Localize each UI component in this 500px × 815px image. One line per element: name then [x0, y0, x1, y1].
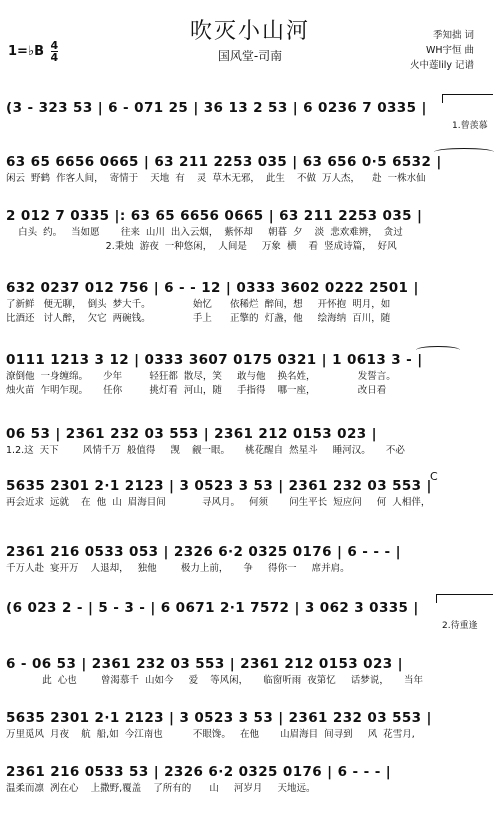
- lyrics-line-1: [6, 118, 496, 132]
- composer-credit: WH宇恒 曲: [425, 45, 474, 56]
- staff-system-5: [6, 350, 496, 398]
- tie-arc: [434, 148, 494, 156]
- lyrics-line-1: 温柔而凛 冽在心 上撒野,覆盖 了所有的 山 河岁月 天地远。: [6, 783, 316, 794]
- lyrics-line-1: 潦倒他 一身缠绵。 少年 轻狂都 散尽，笑 敢与他 换名姓， 发誓言。: [6, 371, 396, 382]
- staff-system-11: [6, 708, 496, 742]
- tie-arc: [416, 346, 460, 354]
- notes-line: (6 023 2 - | 5 - 3 - | 6 0671 2·1 7572 | 3 062 3 0335 |: [6, 600, 419, 616]
- notes-line: 2 012 7 0335 |: 63 65 6656 0665 | 63 211 2253 035 |: [6, 208, 423, 224]
- lyrics-line-1: 万里觅风 月夜 航 船,如 今江南也 不眼馋。 在他 山眉海目 间寻到 风 花雪月,: [6, 729, 415, 740]
- notes-line: 2361 216 0533 053 | 2326 6·2 0325 0176 | 6 - - - |: [6, 544, 401, 560]
- lyricist-credit: 季知拙 词: [432, 30, 474, 41]
- lyrics-line-2: 烛火苗 乍明乍现。 任你 挑灯看 河山，随 手指得 哪一座， 改日看: [6, 385, 387, 396]
- lyrics-line-1: 再会近求 远就 在 他 山 眉海目间 寻风月。 何须 问生平长 短应问 何 人相伴，: [6, 497, 431, 508]
- lyrics-line-1: 此 心也 曾渴慕千 山如今 爱 等风闲， 临窗听雨 夜第忆 话梦说， 当年: [6, 675, 423, 686]
- lyrics-line-1: 千万人赴 宴开万 人退却， 独他 极力上前， 争 得你一 席并肩。: [6, 563, 350, 574]
- volta-label: 1.曾羡慕: [452, 121, 488, 131]
- transcriber-credit: 火中莲lily 记谱: [409, 60, 474, 71]
- notes-line: (3 - 323 53 | 6 - 071 25 | 36 13 2 53 | 6 0236 7 0335 |: [6, 100, 427, 116]
- lyrics-line-1: 闲云 野鹤 作客人间， 寄情于 天地 有 灵 草木无邪， 此生 不做 万人杰， 赴 一株水仙: [6, 173, 426, 184]
- key-signature: [8, 40, 58, 63]
- volta-label: 2.待重逢: [442, 621, 478, 631]
- notes-line: 5635 2301 2·1 2123 | 3 0523 3 53 | 2361 232 03 553 |: [6, 710, 432, 726]
- notes-line: 632 0237 012 756 | 6 - - 12 | 0333 3602 0222 2501 |: [6, 280, 419, 296]
- staff-system-3: [6, 206, 496, 254]
- lyrics-line-1: 白头 约。 当如愿 往来 山川 出入云烟， 紫怀却 朝暮 夕 淡 悲欢难辨， 贪过: [6, 227, 403, 238]
- time-signature-numerator: 4: [50, 39, 59, 52]
- notes-line: 63 65 6656 0665 | 63 211 2253 035 | 63 656 0·5 6532 |: [6, 154, 442, 170]
- staff-system-8: [6, 542, 496, 576]
- credits-block: [410, 28, 474, 73]
- volta-bracket: [442, 94, 493, 103]
- staff-system-12: [6, 762, 496, 796]
- song-subtitle: 国风堂-司南: [217, 49, 283, 63]
- lyrics-line-1: 了新鲜 便无聊， 倒头 梦大千。 始忆 依稀烂 醉间，想 开怀抱 明月，如: [6, 299, 391, 310]
- staff-system-10: [6, 654, 496, 688]
- notes-line: 06 53 | 2361 232 03 553 | 2361 212 0153 023 |: [6, 426, 377, 442]
- staff-system-4: [6, 278, 496, 326]
- coda-marker: C: [430, 470, 438, 483]
- notes-line: 5635 2301 2·1 2123 | 3 0523 3 53 | 2361 232 03 553 |: [6, 478, 432, 494]
- staff-system-1: [6, 98, 496, 132]
- lyrics-line-1: [6, 618, 496, 632]
- notes-line: 0111 1213 3 12 | 0333 3607 0175 0321 | 1 0613 3 - |: [6, 352, 423, 368]
- staff-system-2: [6, 152, 496, 186]
- staff-system-7: [6, 470, 496, 510]
- volta-bracket: [436, 594, 493, 603]
- time-signature-denominator: 4: [50, 51, 59, 64]
- notes-line: 2361 216 0533 53 | 2326 6·2 0325 0176 | 6 - - - |: [6, 764, 392, 780]
- notes-line: 6 - 06 53 | 2361 232 03 553 | 2361 212 0153 023 |: [6, 656, 403, 672]
- staff-system-9: [6, 598, 496, 632]
- key-label: 1=♭B: [8, 44, 44, 59]
- time-signature: [51, 40, 59, 63]
- song-title: 吹灭小山河: [189, 19, 310, 44]
- lyrics-line-1: 1.2.这 天下 风情千万 般值得 觊 觎一眼。 桃花醒自 然星斗 睡河汉。 不必: [6, 445, 405, 456]
- lyrics-line-2: 2.秉烛 游夜 一种悠闲， 人间是 万象 横 看 竖成诗篇， 好风: [6, 241, 397, 252]
- staff-system-6: [6, 424, 496, 458]
- lyrics-line-2: 比酒还 讨人醉， 欠它 两碗钱。 手上 正擎的 灯盏，他 绘海纳 百川，随: [6, 313, 391, 324]
